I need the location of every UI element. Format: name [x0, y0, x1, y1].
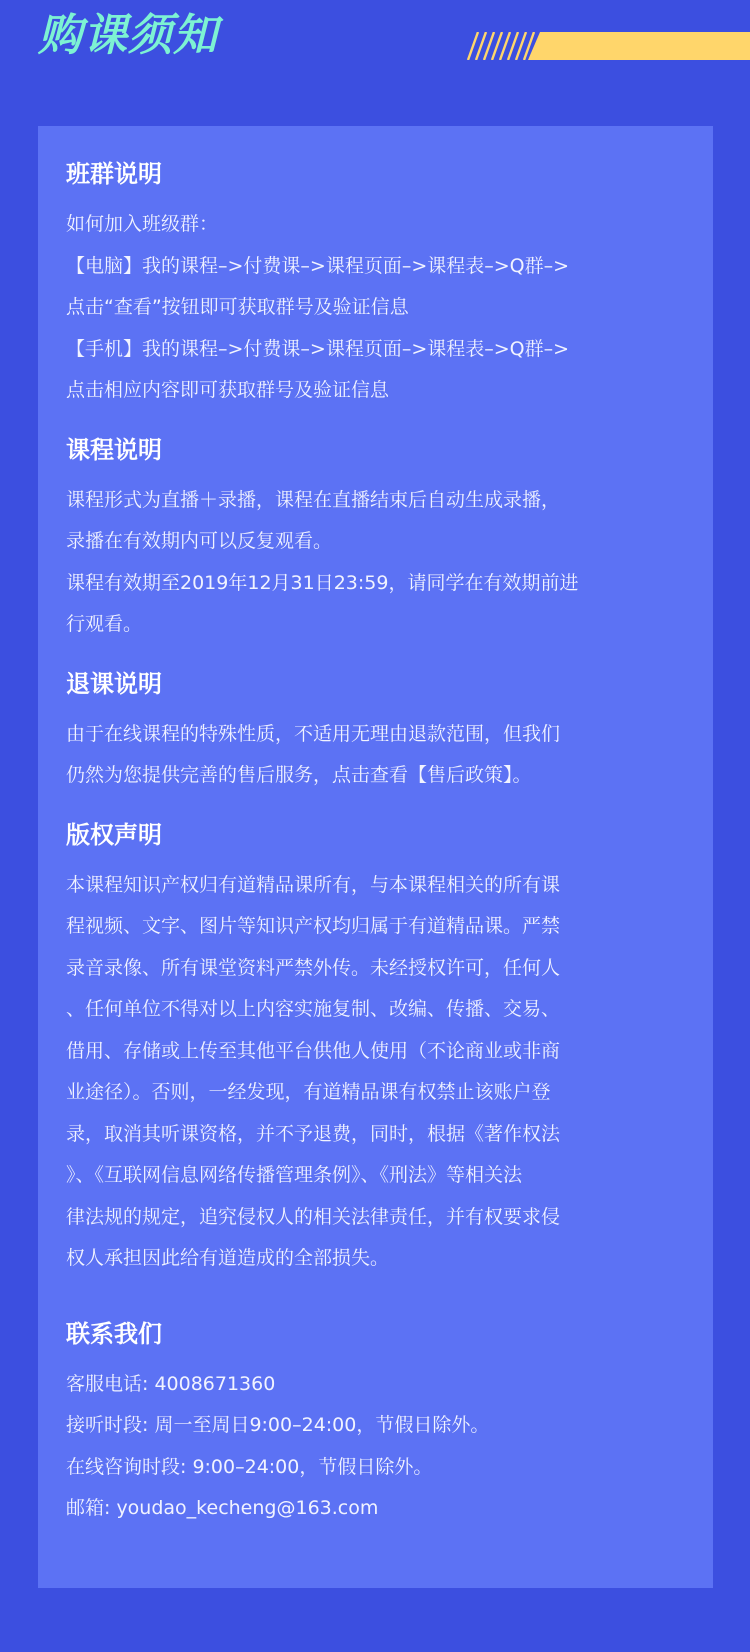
- section-title: 联系我们: [66, 1319, 162, 1348]
- section-line: 如何加入班级群：: [66, 213, 219, 235]
- section-course-info: [66, 430, 685, 646]
- section-line: 律法规的规定，追究侵权人的相关法律责任，并有权要求侵: [66, 1205, 561, 1228]
- contact-phone: 客服电话: 4008671360: [66, 1372, 276, 1395]
- section-title: 班群说明: [66, 160, 162, 188]
- section-line: 【手机】我的课程–>付费课–>课程页面–>课程表–>Q群–>: [66, 337, 570, 360]
- section-line: 本课程知识产权归有道精品课所有，与本课程相关的所有课: [66, 873, 561, 896]
- section-copyright: [66, 815, 685, 1280]
- header: [0, 0, 750, 125]
- section-line: 录，取消其听课资格，并不予退费，同时，根据《著作权法: [66, 1122, 561, 1145]
- section-class-group: [66, 154, 685, 412]
- section-line: 录音录像、所有课堂资料严禁外传。未经授权许可，任何人: [66, 956, 561, 979]
- section-line: 由于在线课程的特殊性质，不适用无理由退款范围，但我们: [66, 722, 561, 745]
- section-line: 点击“查看”按钮即可获取群号及验证信息: [66, 296, 409, 318]
- section-line: 课程有效期至2019年12月31日23:59，请同学在有效期前进: [66, 571, 579, 594]
- contact-hours: 接听时段: 周一至周日9:00–24:00，节假日除外。: [66, 1414, 490, 1436]
- stripe-decoration: [466, 32, 536, 60]
- page-title: 购课须知: [38, 10, 218, 61]
- section-title: 课程说明: [66, 435, 162, 464]
- section-refund: [66, 664, 685, 797]
- section-line: 点击相应内容即可获取群号及验证信息: [66, 379, 390, 401]
- notice-card: [38, 126, 713, 1588]
- section-line: 业途径）。否则，一经发现，有道精品课有权禁止该账户登: [66, 1081, 551, 1103]
- section-line: 程视频、文字、图片等知识产权均归属于有道精品课。严禁: [66, 915, 561, 937]
- section-line: 课程形式为直播＋录播，课程在直播结束后自动生成录播，: [66, 488, 561, 511]
- section-line: 仍然为您提供完善的售后服务，点击查看【售后政策】。: [66, 764, 532, 786]
- contact-online-hours: 在线咨询时段: 9:00–24:00，节假日除外。: [66, 1455, 433, 1478]
- section-line: 借用、存储或上传至其他平台供他人使用（不论商业或非商: [66, 1039, 561, 1062]
- contact-email: 邮箱: youdao_kecheng@163.com: [66, 1497, 379, 1519]
- section-line: 、任何单位不得对以上内容实施复制、改编、传播、交易、: [66, 998, 561, 1020]
- section-line: 录播在有效期内可以反复观看。: [66, 530, 333, 552]
- section-line: 行观看。: [66, 613, 143, 635]
- section-contact: [66, 1314, 685, 1530]
- section-title: 版权声明: [66, 820, 162, 849]
- section-title: 退课说明: [66, 669, 162, 698]
- section-line: 【电脑】我的课程–>付费课–>课程页面–>课程表–>Q群–>: [66, 254, 570, 277]
- accent-bar: [528, 32, 750, 60]
- section-line: 权人承担因此给有道造成的全部损失。: [66, 1247, 390, 1269]
- section-line: 》、《互联网信息网络传播管理条例》、《刑法》等相关法: [66, 1164, 523, 1186]
